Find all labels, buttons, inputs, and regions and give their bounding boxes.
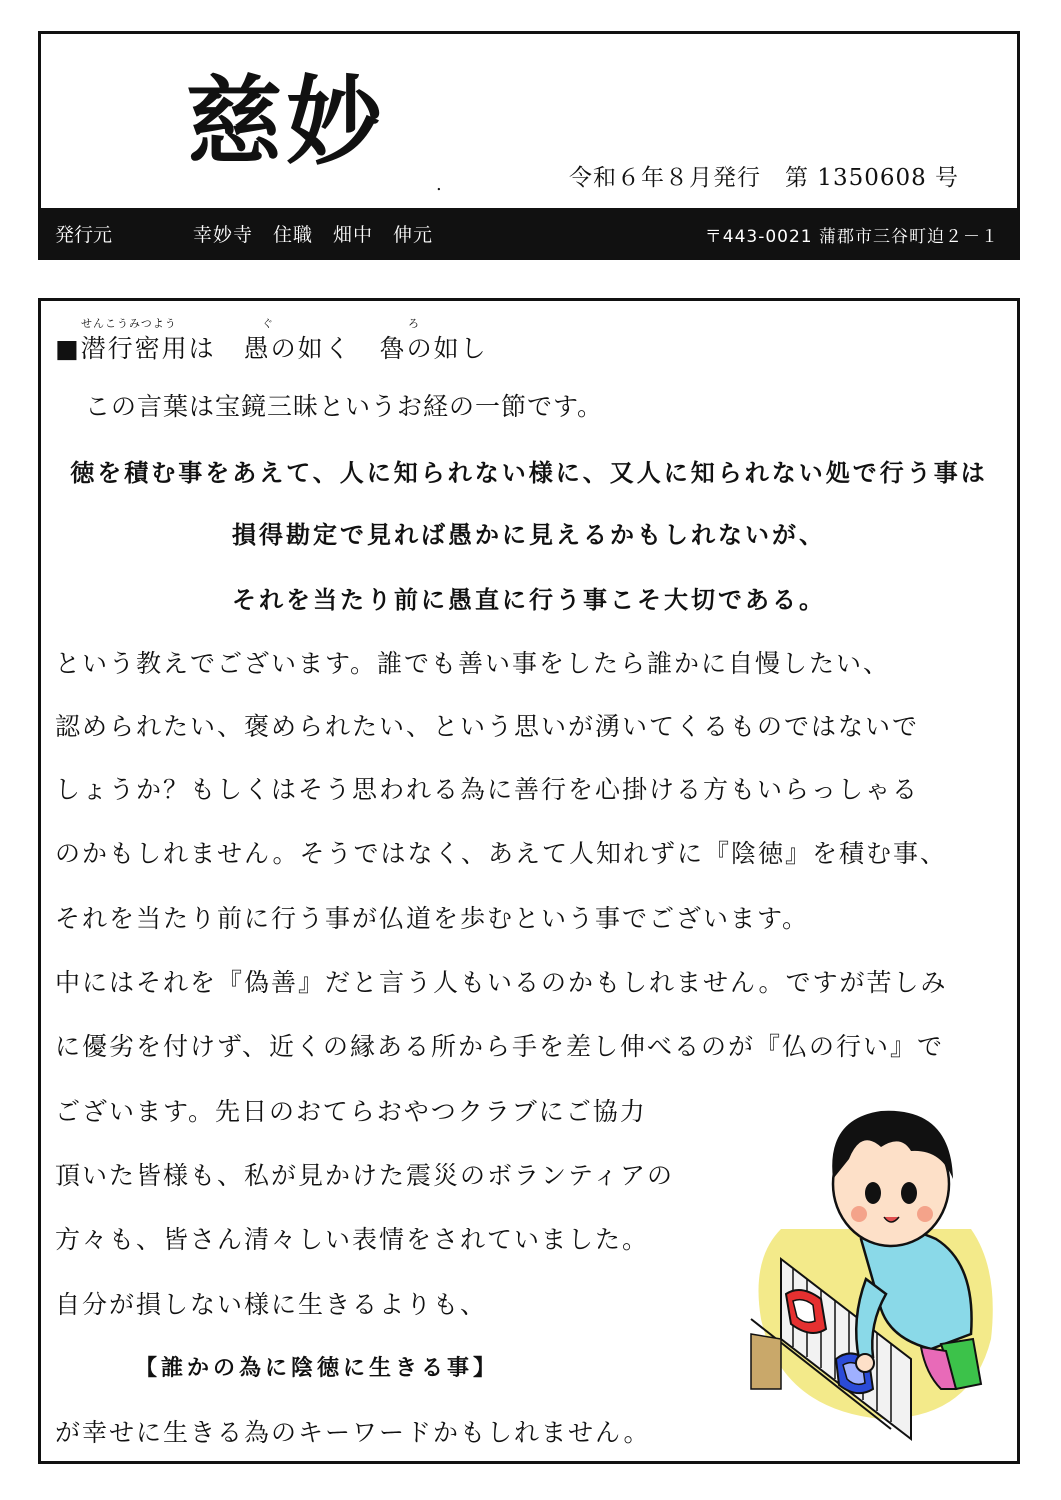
- intro-line: この言葉は宝鏡三昧というお経の一節です。: [85, 392, 604, 421]
- publisher-label: 発行元: [55, 224, 113, 246]
- body-line: 方々も、皆さん清々しい表情をされていました。: [55, 1225, 650, 1254]
- newsletter-header: [38, 31, 1020, 260]
- heading-part-1: ■潜行密用は: [55, 334, 216, 363]
- ruby-senkoumitsuyou: せんこうみつよう: [81, 317, 177, 330]
- article-box: [38, 298, 1020, 1464]
- ruby-ro: ろ: [408, 317, 420, 330]
- emphasis-line: 【誰かの為に陰徳に生きる事】: [135, 1356, 500, 1381]
- body-line: 認められたい、褒められたい、という思いが湧いてくるものではないで: [55, 712, 920, 741]
- body-line: 中にはそれを『偽善』だと言う人もいるのかもしれません。ですが苦しみ: [55, 968, 948, 997]
- ruby-gu: ぐ: [262, 317, 274, 330]
- body-line: ございます。先日のおてらおやつクラブにご協力: [55, 1097, 647, 1126]
- body-line: 頂いた皆様も、私が見かけた震災のボランティアの: [55, 1161, 675, 1190]
- publisher-bar: [41, 208, 1017, 257]
- quote-line: それを当たり前に愚直に行う事こそ大切である。: [232, 586, 826, 614]
- heading-part-2: 愚の如く: [243, 334, 352, 363]
- child-arranging-shoes-illustration: [741, 1089, 1001, 1447]
- temple-address: 〒443-0021 蒲郡市三谷町迫２－１: [704, 227, 999, 247]
- newsletter-title: 慈妙: [186, 66, 386, 178]
- body-line: という教えでございます。誰でも善い事をしたら誰かに自慢したい、: [55, 649, 891, 678]
- body-line: それを当たり前に行う事が仏道を歩むという事でございます。: [55, 904, 810, 933]
- temple-name: 幸妙寺 住職 畑中 伸元: [193, 224, 434, 246]
- quote-line: 徳を積む事をあえて、人に知られない様に、又人に知られない処で行う事は: [70, 459, 988, 487]
- body-line: に優劣を付けず、近くの縁ある所から手を差し伸べるのが『仏の行い』で: [55, 1032, 945, 1061]
- body-line: のかもしれません。そうではなく、あえて人知れずに『陰徳』を積む事、: [55, 839, 948, 868]
- quote-line: 損得勘定で見れば愚かに見えるかもしれないが、: [232, 521, 826, 549]
- heading-part-3: 魯の如し: [379, 334, 488, 363]
- title-dot: .: [436, 174, 442, 195]
- body-line: 自分が損しない様に生きるよりも、: [55, 1290, 488, 1319]
- body-line: しょうか？もしくはそう思われる為に善行を心掛ける方もいらっしゃる: [55, 775, 920, 804]
- closing-line: が幸せに生きる為のキーワードかもしれません。: [55, 1418, 651, 1447]
- article-heading: [55, 329, 488, 365]
- issue-info: 令和６年８月発行 第 1350608 号: [569, 165, 960, 191]
